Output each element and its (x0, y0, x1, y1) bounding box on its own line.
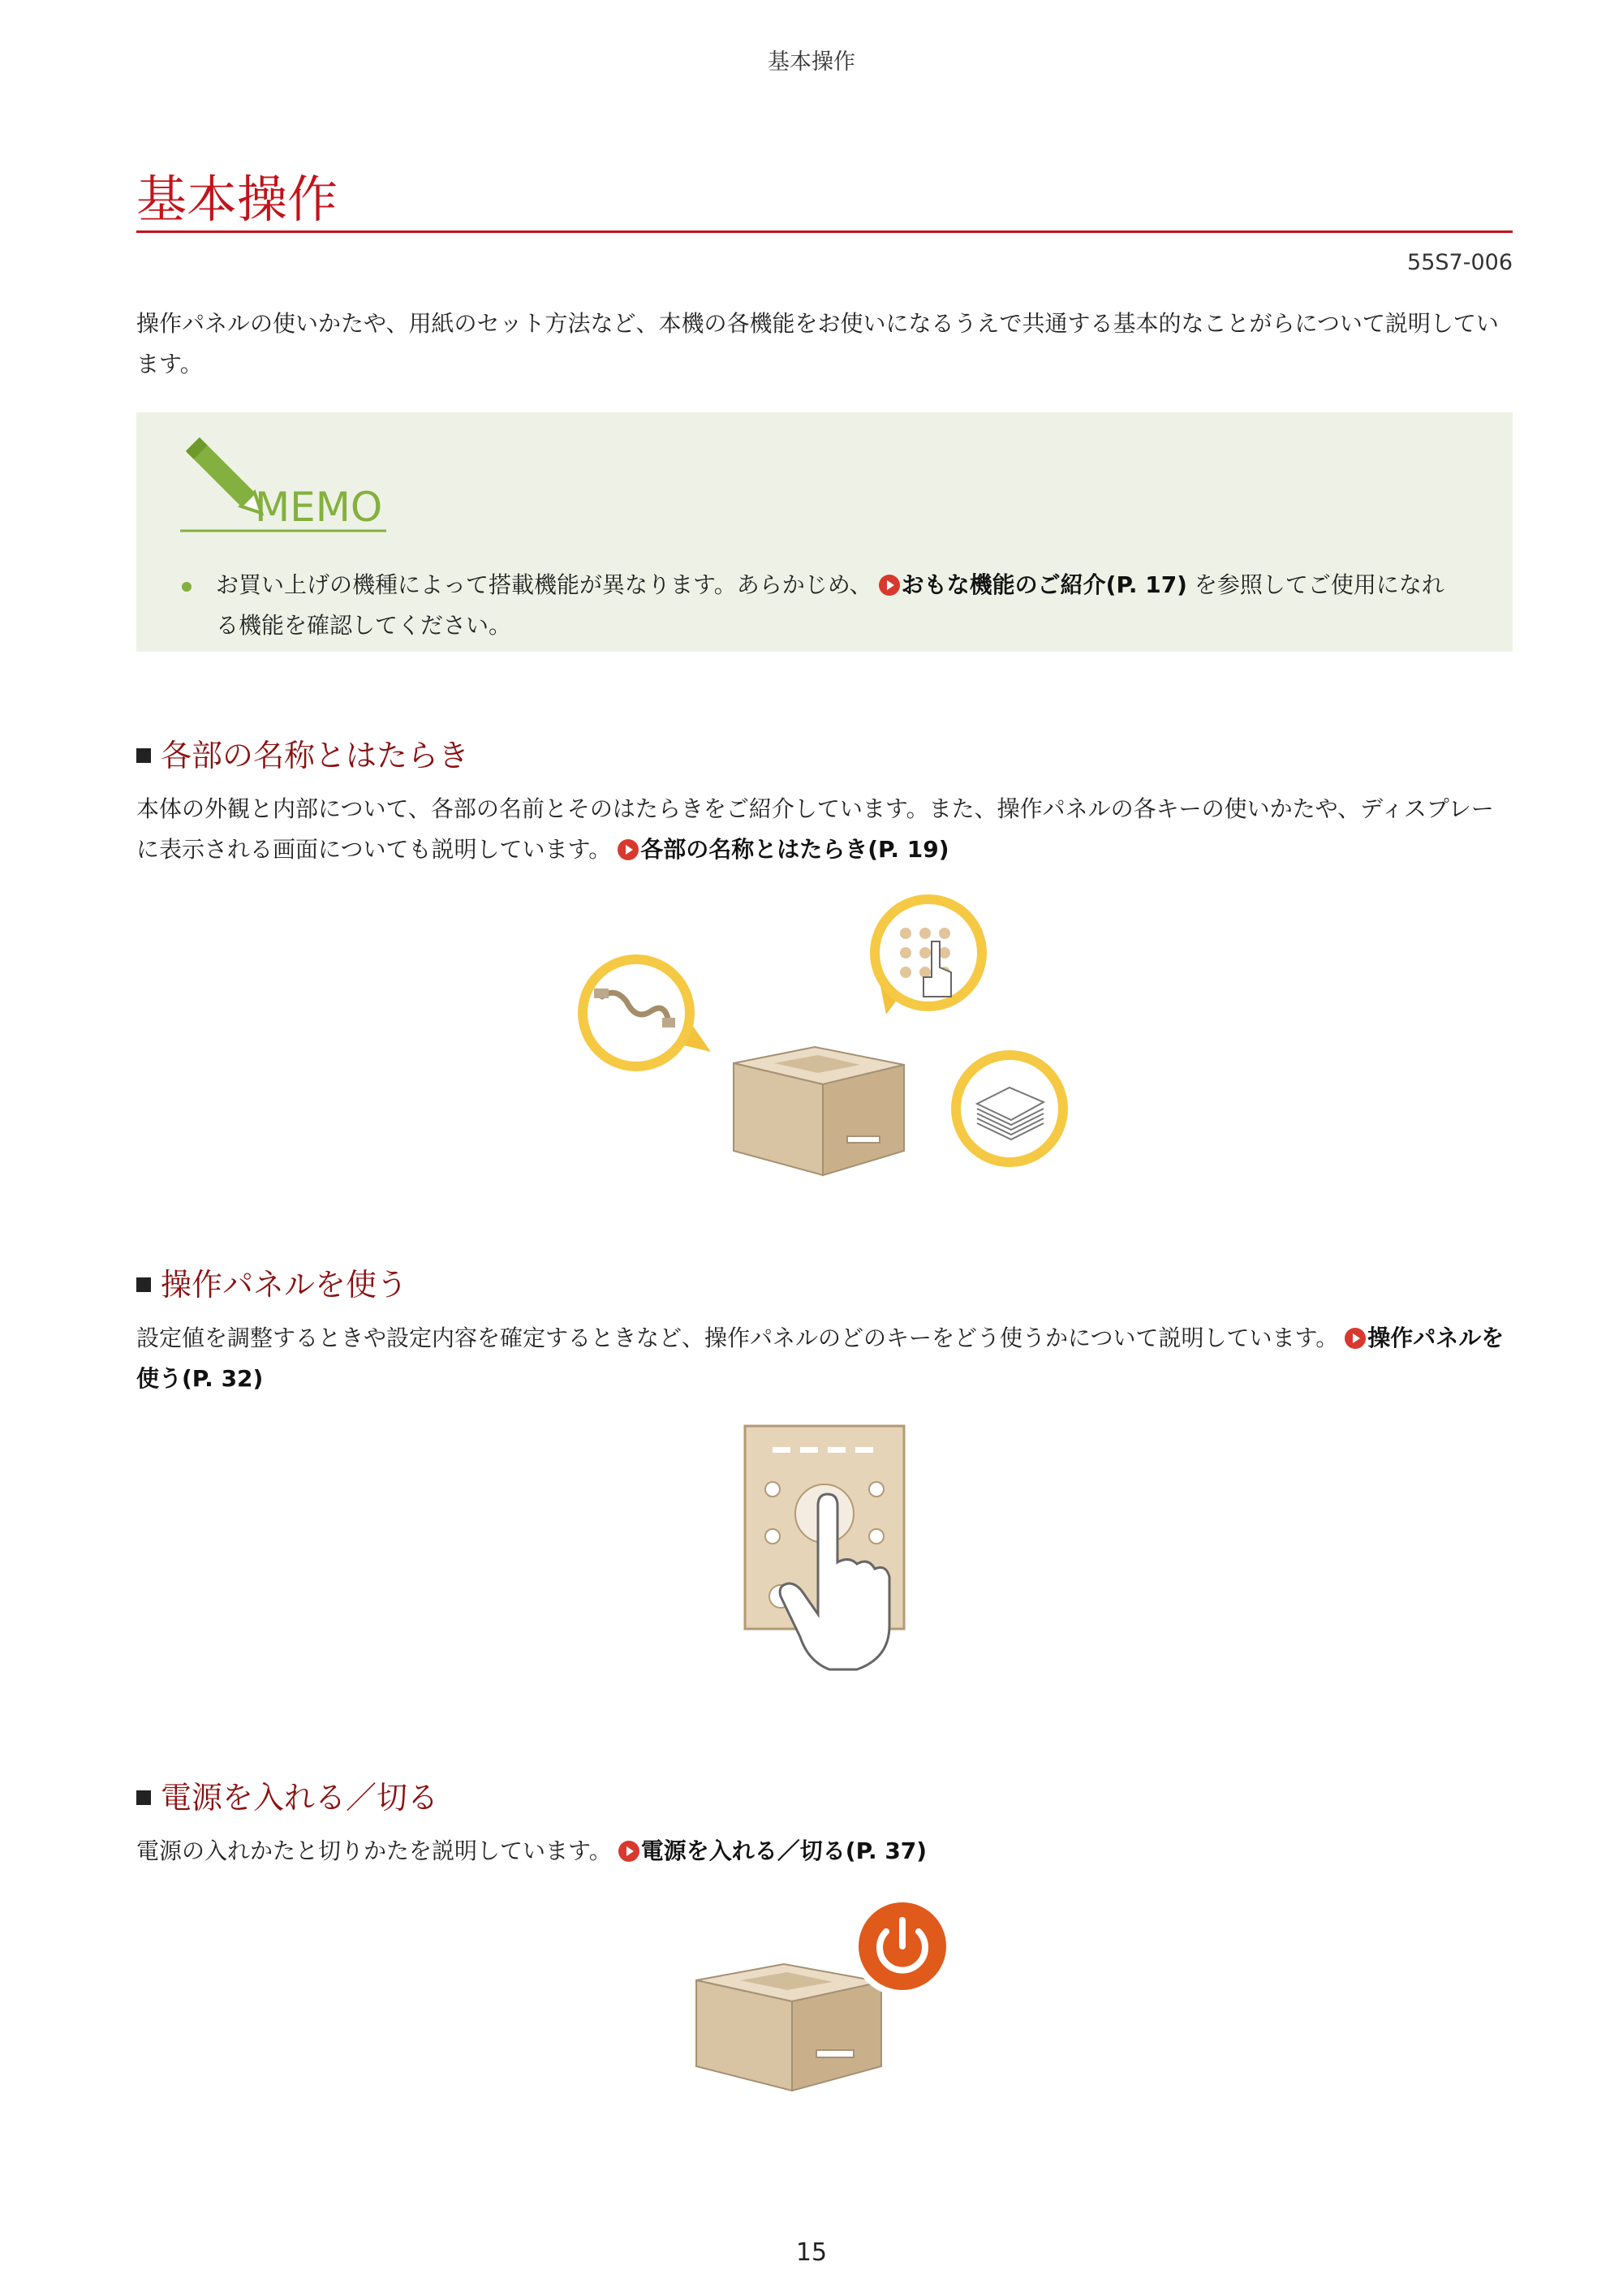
memo-item-text: お買い上げの機種によって搭載機能が異なります。あらかじめ、 (216, 571, 872, 598)
section-body: 設定値を調整するときや設定内容を確定するときなど、操作パネルのどのキーをどう使うかについて説明しています。 (136, 1325, 1339, 1351)
control-panel-illustration (743, 1424, 906, 1692)
memo-pencil-icon (174, 437, 393, 534)
memo-bullet (182, 582, 192, 592)
section-link-panel[interactable]: 操作パネルを使う(P. 32) (136, 1325, 1505, 1392)
link-arrow-icon (879, 575, 900, 596)
square-bullet-icon (136, 1277, 151, 1292)
link-arrow-icon (618, 1841, 639, 1862)
document-code: 55S7-006 (1407, 250, 1513, 275)
keypad-bubble (870, 894, 987, 1014)
power-icon (852, 1899, 953, 1997)
square-bullet-icon (136, 1790, 151, 1805)
link-arrow-icon (1345, 1328, 1366, 1349)
link-arrow-icon (618, 839, 639, 860)
section-heading-panel (136, 1260, 407, 1304)
square-bullet-icon (136, 748, 151, 763)
memo-link[interactable]: おもな機能のご紹介(P. 17) (901, 571, 1187, 598)
page-number: 15 (795, 2238, 828, 2267)
title-rule (136, 230, 1513, 233)
section-text-parts (136, 789, 1516, 870)
memo-item-tail: を参照してご使用になれる機能を確認してください。 (216, 571, 1444, 639)
section-body: 本体の外観と内部について、各部の名前とそのはたらきをご紹介しています。また、操作パネルの各キーの使いかたや、ディスプレーに表示される画面についても説明しています。 (136, 795, 1494, 863)
memo-list-item (182, 565, 1464, 646)
section-heading-parts (136, 730, 469, 775)
power-illustration (695, 1899, 954, 2094)
section-heading-text: 操作パネルを使う (161, 1267, 408, 1303)
section-heading-power (136, 1773, 438, 1817)
section-link-parts[interactable]: 各部の名称とはたらき(P. 19) (640, 836, 949, 863)
intro-paragraph: 操作パネルの使いかたや、用紙のセット方法など、本機の各機能をお使いになるうえで共通する基本的なことがらについて説明しています。 (136, 310, 1499, 377)
printer-parts-illustration (571, 893, 1074, 1193)
running-header: 基本操作 (768, 50, 855, 75)
memo-box (136, 412, 1513, 652)
page-title: 基本操作 (136, 170, 338, 229)
cable-bubble (578, 954, 711, 1071)
section-text-power (136, 1831, 1516, 1872)
section-text-panel (136, 1318, 1516, 1399)
section-heading-text: 電源を入れる／切る (161, 1780, 439, 1816)
printer-image (734, 1047, 904, 1175)
section-link-power[interactable]: 電源を入れる／切る(P. 37) (640, 1837, 928, 1864)
section-heading-text: 各部の名称とはたらき (161, 738, 470, 773)
printer-image (696, 1964, 881, 2091)
section-body: 電源の入れかたと切りかたを説明しています。 (136, 1837, 612, 1864)
memo-label: MEMO (255, 484, 383, 531)
